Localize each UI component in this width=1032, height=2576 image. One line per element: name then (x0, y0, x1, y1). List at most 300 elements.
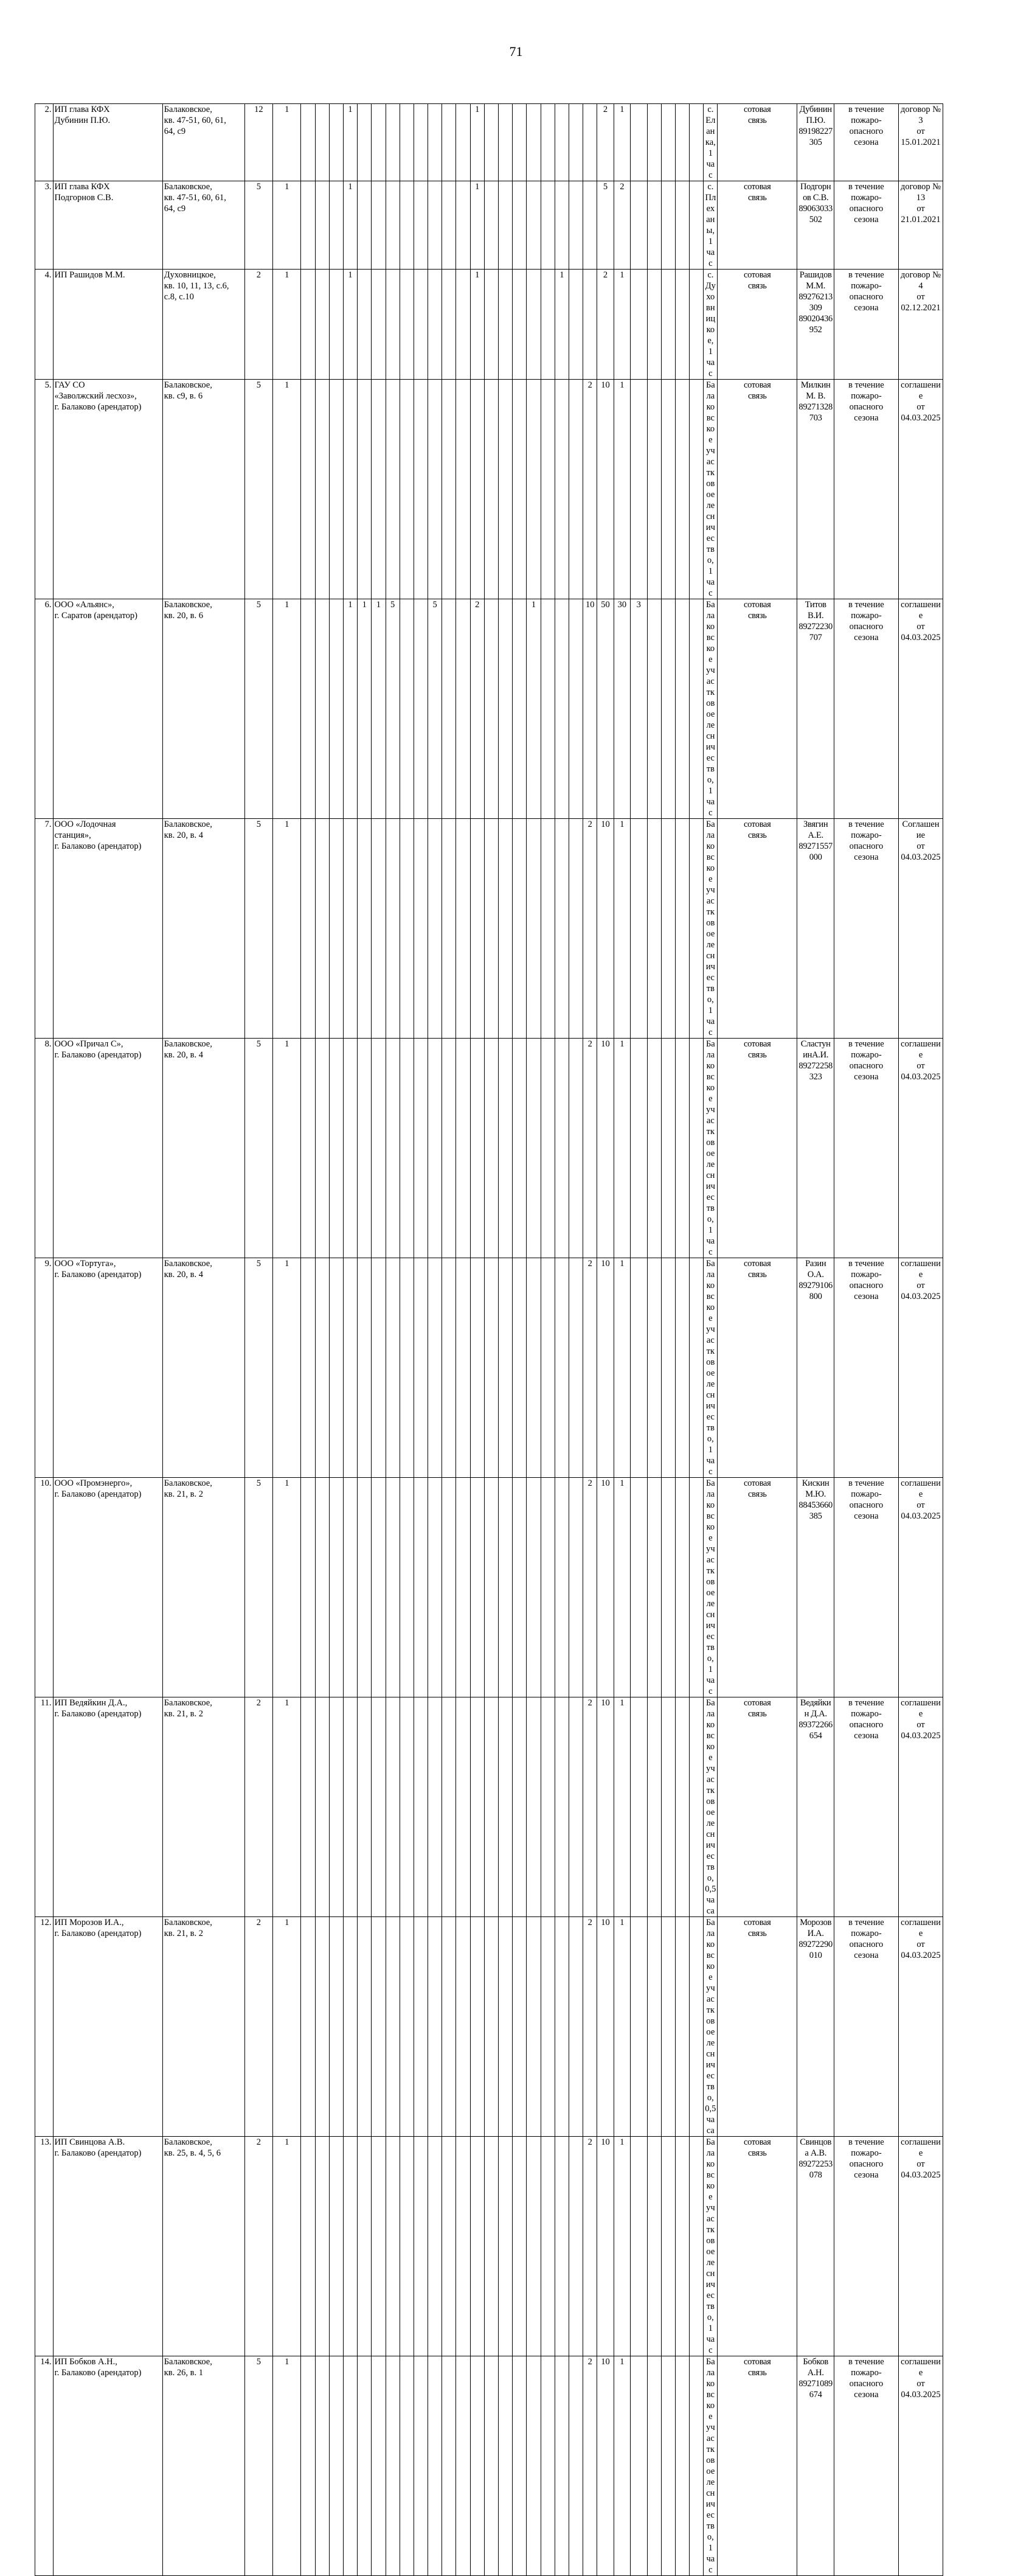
resource-count-cell (661, 2356, 675, 2576)
resource-count-cell (527, 104, 541, 181)
resource-count-cell (343, 380, 357, 599)
resource-count-cell: 1 (614, 819, 630, 1039)
location-cell: Балаковское, кв. с9, в. 6 (162, 380, 244, 599)
resource-count-cell (583, 181, 597, 270)
resource-count-cell (343, 1258, 357, 1478)
communication-cell: сотовая связь (718, 104, 797, 181)
resource-count-cell (315, 599, 329, 819)
contract-cell: соглашение от 04.03.2025 (898, 2356, 943, 2576)
resource-count-cell (301, 1039, 315, 1258)
period-cell: в течение пожаро- опасного сезона (834, 380, 898, 599)
contact-cell: Разин О.А. 89279106800 (797, 1258, 834, 1478)
resource-count-cell (414, 819, 428, 1039)
resource-count-cell (456, 1478, 470, 1697)
communication-cell: сотовая связь (718, 1697, 797, 1917)
resource-count-cell (343, 1039, 357, 1258)
resource-count-cell (555, 1039, 569, 1258)
resource-count-cell: 1 (358, 599, 372, 819)
resource-count-cell (343, 1917, 357, 2137)
row-number: 13. (35, 2137, 54, 2356)
resource-count-cell (484, 1258, 498, 1478)
location-cell: Балаковское, кв. 47-51, 60, 61, 64, с9 (162, 181, 244, 270)
resource-count-cell (456, 819, 470, 1039)
location-cell: Балаковское, кв. 25, в. 4, 5, 6 (162, 2137, 244, 2356)
resource-count-cell (555, 181, 569, 270)
resource-count-cell (414, 2356, 428, 2576)
resource-count-cell: 1 (372, 599, 386, 819)
resource-count-cell: 5 (428, 599, 442, 819)
resource-count-cell (569, 2356, 583, 2576)
resource-count-cell: 1 (273, 181, 301, 270)
resource-count-cell (372, 380, 386, 599)
resource-count-cell: 10 (597, 380, 614, 599)
table-row (35, 1258, 1008, 1478)
period-cell: в течение пожаро- опасного сезона (834, 104, 898, 181)
location-cell: Балаковское, кв. 20, в. 4 (162, 819, 244, 1039)
resource-count-cell: 2 (470, 599, 484, 819)
resource-count-cell (661, 1258, 675, 1478)
settlement-cell: Балаковское участковое лесничество, 1 час (704, 599, 718, 819)
contact-cell: Титов В.И. 89272230707 (797, 599, 834, 819)
resource-count-cell (499, 819, 513, 1039)
resource-count-cell (541, 104, 555, 181)
organization-cell: ООО «Лодочная станция», г. Балаково (арендатор) (53, 819, 162, 1039)
resource-count-cell (675, 2356, 689, 2576)
resource-count-cell (661, 599, 675, 819)
resource-count-cell (499, 1917, 513, 2137)
resource-count-cell (315, 2137, 329, 2356)
resource-count-cell (569, 104, 583, 181)
resource-count-cell (569, 380, 583, 599)
resource-count-cell (400, 819, 414, 1039)
resource-count-cell: 1 (343, 181, 357, 270)
period-cell: в течение пожаро- опасного сезона (834, 1697, 898, 1917)
resource-count-cell: 5 (244, 380, 272, 599)
resource-count-cell (675, 1478, 689, 1697)
organization-cell: ИП Рашидов М.М. (53, 270, 162, 380)
row-number: 12. (35, 1917, 54, 2137)
resource-count-cell (414, 380, 428, 599)
settlement-cell: с. Плеханы, 1 час (704, 181, 718, 270)
resource-count-cell (386, 380, 400, 599)
resource-count-cell (690, 181, 704, 270)
resource-count-cell (647, 380, 661, 599)
resource-count-cell: 3 (631, 599, 647, 819)
contract-cell: соглашение от 04.03.2025 (898, 1697, 943, 1917)
resource-count-cell (690, 599, 704, 819)
resource-count-cell (301, 270, 315, 380)
contact-cell: СластунинА.И. 89272258323 (797, 1039, 834, 1258)
resource-count-cell (386, 1697, 400, 1917)
resource-count-cell (315, 1917, 329, 2137)
contact-cell: Рашидов М.М. 89276213309 89020436952 (797, 270, 834, 380)
resource-count-cell (315, 181, 329, 270)
resource-count-cell (456, 1258, 470, 1478)
resource-count-cell (675, 599, 689, 819)
organization-cell: ИП Бобков А.Н., г. Балаково (арендатор) (53, 2356, 162, 2576)
resource-count-cell (513, 181, 527, 270)
resource-count-cell (428, 819, 442, 1039)
resource-count-cell: 2 (244, 1917, 272, 2137)
resource-count-cell (470, 819, 484, 1039)
resource-count-cell (647, 1039, 661, 1258)
resource-count-cell (675, 2137, 689, 2356)
resource-count-cell (541, 270, 555, 380)
resource-count-cell (301, 380, 315, 599)
resource-count-cell (690, 1478, 704, 1697)
period-cell: в течение пожаро- опасного сезона (834, 1478, 898, 1697)
row-number: 10. (35, 1478, 54, 1697)
resource-count-cell (661, 380, 675, 599)
settlement-cell: Балаковское участковое лесничество, 1 час (704, 1039, 718, 1258)
row-number: 14. (35, 2356, 54, 2576)
resource-count-cell: 2 (583, 1039, 597, 1258)
resource-count-cell: 50 (597, 599, 614, 819)
resource-count-cell: 10 (597, 1478, 614, 1697)
resource-count-cell (513, 819, 527, 1039)
resource-count-cell: 1 (273, 2137, 301, 2356)
resource-count-cell (329, 819, 343, 1039)
resource-count-cell: 5 (244, 1039, 272, 1258)
resource-count-cell: 10 (597, 819, 614, 1039)
communication-cell: сотовая связь (718, 1039, 797, 1258)
resource-count-cell (631, 1039, 647, 1258)
resource-count-cell (386, 1258, 400, 1478)
resource-count-cell (647, 1917, 661, 2137)
resource-count-cell (647, 270, 661, 380)
resource-count-cell (513, 270, 527, 380)
resource-count-cell (456, 599, 470, 819)
period-cell: в течение пожаро- опасного сезона (834, 181, 898, 270)
resource-count-cell (428, 1917, 442, 2137)
resource-count-cell (661, 1478, 675, 1697)
resource-count-cell (513, 2356, 527, 2576)
resource-count-cell (647, 599, 661, 819)
communication-cell: сотовая связь (718, 380, 797, 599)
resource-count-cell (343, 2137, 357, 2356)
resource-count-cell (400, 1478, 414, 1697)
organization-cell: ООО «Причал С», г. Балаково (арендатор) (53, 1039, 162, 1258)
row-number: 6. (35, 599, 54, 819)
resource-count-cell (329, 181, 343, 270)
resource-count-cell (527, 1917, 541, 2137)
resource-count-cell (484, 2356, 498, 2576)
resource-count-cell (414, 599, 428, 819)
resource-count-cell: 1 (614, 1258, 630, 1478)
settlement-cell: Балаковское участковое лесничество, 0,5 часа (704, 1697, 718, 1917)
resource-count-cell: 1 (614, 270, 630, 380)
contract-cell: соглашение от 04.03.2025 (898, 1478, 943, 1697)
resource-count-cell (527, 270, 541, 380)
resource-count-cell (675, 270, 689, 380)
resource-count-cell (499, 1258, 513, 1478)
resource-count-cell (690, 1917, 704, 2137)
resource-count-cell (442, 2137, 456, 2356)
resource-count-cell (414, 1258, 428, 1478)
organization-cell: ИП глава КФХ Подгорнов С.В. (53, 181, 162, 270)
resource-count-cell (329, 599, 343, 819)
resource-count-cell: 5 (597, 181, 614, 270)
resource-count-cell (301, 104, 315, 181)
resource-count-cell (541, 1258, 555, 1478)
resource-count-cell: 1 (527, 599, 541, 819)
table-row (35, 2137, 1008, 2356)
resource-count-cell (428, 1478, 442, 1697)
resource-count-cell (301, 819, 315, 1039)
resource-count-cell (541, 599, 555, 819)
organization-cell: ООО «Тортуга», г. Балаково (арендатор) (53, 1258, 162, 1478)
resource-count-cell (301, 1917, 315, 2137)
contact-cell: Милкин М. В. 89271328703 (797, 380, 834, 599)
resource-count-cell (358, 181, 372, 270)
resource-count-cell (315, 270, 329, 380)
resource-count-cell (315, 380, 329, 599)
resource-count-cell (470, 1478, 484, 1697)
period-cell: в течение пожаро- опасного сезона (834, 1039, 898, 1258)
resource-count-cell (513, 1478, 527, 1697)
organization-cell: ИП Ведяйкин Д.А., г. Балаково (арендатор) (53, 1697, 162, 1917)
resource-count-cell: 1 (273, 1917, 301, 2137)
resource-count-cell (386, 1917, 400, 2137)
resource-count-cell: 2 (244, 1697, 272, 1917)
resource-count-cell (555, 599, 569, 819)
resource-count-cell (647, 1478, 661, 1697)
resource-count-cell (631, 819, 647, 1039)
resource-count-cell (386, 819, 400, 1039)
location-cell: Балаковское, кв. 21, в. 2 (162, 1478, 244, 1697)
resource-count-cell (569, 1258, 583, 1478)
table-row (35, 2356, 1008, 2576)
resource-count-cell: 1 (273, 380, 301, 599)
resource-count-cell (400, 1917, 414, 2137)
resource-count-cell: 1 (614, 1478, 630, 1697)
resource-count-cell (555, 2137, 569, 2356)
resource-count-cell: 1 (470, 104, 484, 181)
resource-count-cell (400, 1697, 414, 1917)
organization-cell: ГАУ СО «Заволжский лесхоз», г. Балаково (арендатор) (53, 380, 162, 599)
communication-cell: сотовая связь (718, 819, 797, 1039)
resource-count-cell (442, 181, 456, 270)
resource-count-cell (555, 819, 569, 1039)
resource-count-cell (372, 2137, 386, 2356)
resource-count-cell (484, 270, 498, 380)
communication-cell: сотовая связь (718, 1478, 797, 1697)
resource-count-cell: 5 (244, 819, 272, 1039)
table-row (35, 181, 1008, 270)
period-cell: в течение пожаро- опасного сезона (834, 270, 898, 380)
organization-cell: ООО «Альянс», г. Саратов (арендатор) (53, 599, 162, 819)
table-row (35, 270, 1008, 380)
resource-count-cell (675, 819, 689, 1039)
contract-cell: соглашение от 04.03.2025 (898, 2137, 943, 2356)
resource-count-cell (484, 380, 498, 599)
resource-count-cell (442, 819, 456, 1039)
resource-count-cell (329, 380, 343, 599)
location-cell: Балаковское, кв. 21, в. 2 (162, 1697, 244, 1917)
resource-count-cell (690, 270, 704, 380)
contact-cell: Бобков А.Н. 89271089674 (797, 2356, 834, 2576)
resource-count-cell (315, 819, 329, 1039)
resource-count-cell (513, 380, 527, 599)
contract-cell: соглашение от 04.03.2025 (898, 1258, 943, 1478)
table-row (35, 599, 1008, 819)
resource-count-cell (400, 2137, 414, 2356)
resource-count-cell (661, 1917, 675, 2137)
resource-count-cell: 1 (273, 1039, 301, 1258)
resource-count-cell (358, 1039, 372, 1258)
resource-count-cell (661, 2137, 675, 2356)
resource-count-cell (456, 2356, 470, 2576)
resource-count-cell (386, 270, 400, 380)
resource-count-cell (428, 104, 442, 181)
resource-count-cell (301, 1258, 315, 1478)
resource-count-cell: 2 (583, 1917, 597, 2137)
resource-count-cell (513, 1258, 527, 1478)
resource-count-cell (315, 1039, 329, 1258)
resource-count-cell (428, 2356, 442, 2576)
location-cell: Духовницкое, кв. 10, 11, 13, с.6, с.8, с.10 (162, 270, 244, 380)
resource-count-cell (541, 819, 555, 1039)
resource-count-cell: 10 (597, 1039, 614, 1258)
resource-count-cell (442, 2356, 456, 2576)
resource-count-cell (541, 2356, 555, 2576)
resource-count-cell (470, 1039, 484, 1258)
resource-count-cell (661, 819, 675, 1039)
resource-count-cell (675, 1258, 689, 1478)
resource-count-cell (527, 1697, 541, 1917)
resource-count-cell (301, 599, 315, 819)
location-cell: Балаковское, кв. 20, в. 4 (162, 1258, 244, 1478)
resource-count-cell (358, 2137, 372, 2356)
resource-count-cell: 1 (273, 270, 301, 380)
resource-count-cell (442, 1697, 456, 1917)
contact-cell: Морозов И.А. 89272290010 (797, 1917, 834, 2137)
resource-count-cell (527, 1258, 541, 1478)
organization-cell: ИП Свинцова А.В. г. Балаково (арендатор) (53, 2137, 162, 2356)
settlement-cell: Балаковское участковое лесничество, 1 час (704, 1478, 718, 1697)
period-cell: в течение пожаро- опасного сезона (834, 2137, 898, 2356)
resource-count-cell (484, 1039, 498, 1258)
resource-count-cell (372, 104, 386, 181)
resource-count-cell (386, 1039, 400, 1258)
resource-count-cell (372, 1917, 386, 2137)
period-cell: в течение пожаро- опасного сезона (834, 1258, 898, 1478)
settlement-cell: Балаковское участковое лесничество, 1 час (704, 2356, 718, 2576)
resource-count-cell (414, 270, 428, 380)
resource-count-cell (527, 380, 541, 599)
resource-count-cell (456, 1039, 470, 1258)
location-cell: Балаковское, кв. 20, в. 6 (162, 599, 244, 819)
resource-count-cell: 1 (273, 2356, 301, 2576)
resource-count-cell (329, 2137, 343, 2356)
resource-count-cell (442, 599, 456, 819)
resource-count-cell (372, 819, 386, 1039)
row-number: 7. (35, 819, 54, 1039)
resource-count-cell: 1 (470, 181, 484, 270)
resource-count-cell (456, 270, 470, 380)
resource-count-cell (484, 1917, 498, 2137)
resource-count-cell (358, 1697, 372, 1917)
resource-count-cell (527, 819, 541, 1039)
resource-count-cell: 1 (343, 104, 357, 181)
period-cell: в течение пожаро- опасного сезона (834, 599, 898, 819)
resource-count-cell: 2 (583, 1478, 597, 1697)
contract-cell: Соглашение от 04.03.2025 (898, 819, 943, 1039)
resource-count-cell (541, 1697, 555, 1917)
resource-count-cell: 1 (273, 819, 301, 1039)
organization-cell: ИП глава КФХ Дубинин П.Ю. (53, 104, 162, 181)
resource-count-cell (414, 1697, 428, 1917)
resource-count-cell (372, 1039, 386, 1258)
period-cell: в течение пожаро- опасного сезона (834, 2356, 898, 2576)
resource-count-cell (513, 1697, 527, 1917)
resource-count-cell (343, 1697, 357, 1917)
resource-count-cell (647, 1697, 661, 1917)
resource-count-cell (329, 104, 343, 181)
row-number: 3. (35, 181, 54, 270)
settlement-cell: с. Духовницкое, 1 час (704, 270, 718, 380)
resource-count-cell (527, 181, 541, 270)
resource-count-cell (414, 1917, 428, 2137)
resource-count-cell (442, 104, 456, 181)
resource-count-cell (358, 1258, 372, 1478)
resource-count-cell (470, 1697, 484, 1917)
resource-count-cell (647, 1258, 661, 1478)
resource-count-cell (569, 2137, 583, 2356)
resource-count-cell (484, 2137, 498, 2356)
period-cell: в течение пожаро- опасного сезона (834, 1917, 898, 2137)
resource-count-cell (358, 1478, 372, 1697)
resource-count-cell (484, 599, 498, 819)
resource-count-cell (372, 2356, 386, 2576)
settlement-cell: Балаковское участковое лесничество, 1 час (704, 819, 718, 1039)
resource-count-cell (428, 380, 442, 599)
resource-count-cell: 5 (244, 1258, 272, 1478)
resource-count-cell (428, 1258, 442, 1478)
resource-count-cell (631, 2356, 647, 2576)
resource-count-cell (442, 1039, 456, 1258)
resource-count-cell (555, 1917, 569, 2137)
resource-count-cell (400, 1258, 414, 1478)
resource-count-cell (400, 104, 414, 181)
resource-count-cell (442, 1258, 456, 1478)
resource-count-cell (647, 104, 661, 181)
settlement-cell: Балаковское участковое лесничество, 1 час (704, 1258, 718, 1478)
resource-count-cell: 1 (614, 1697, 630, 1917)
resource-count-cell (386, 2356, 400, 2576)
resource-count-cell: 10 (597, 1697, 614, 1917)
resource-count-cell: 30 (614, 599, 630, 819)
resource-count-cell (631, 1478, 647, 1697)
resource-count-cell: 1 (273, 1697, 301, 1917)
resource-count-cell: 1 (555, 270, 569, 380)
resource-count-cell (470, 380, 484, 599)
resource-count-cell: 1 (343, 270, 357, 380)
resource-count-cell (499, 1697, 513, 1917)
resource-count-cell (555, 1697, 569, 1917)
row-number: 2. (35, 104, 54, 181)
resource-count-cell: 2 (244, 270, 272, 380)
row-number: 8. (35, 1039, 54, 1258)
communication-cell: сотовая связь (718, 2356, 797, 2576)
communication-cell: сотовая связь (718, 599, 797, 819)
resource-count-cell (555, 1478, 569, 1697)
resource-count-cell (301, 2137, 315, 2356)
resource-count-cell (470, 1258, 484, 1478)
resource-count-cell: 1 (343, 599, 357, 819)
resource-count-cell (372, 181, 386, 270)
resource-count-cell (484, 1478, 498, 1697)
